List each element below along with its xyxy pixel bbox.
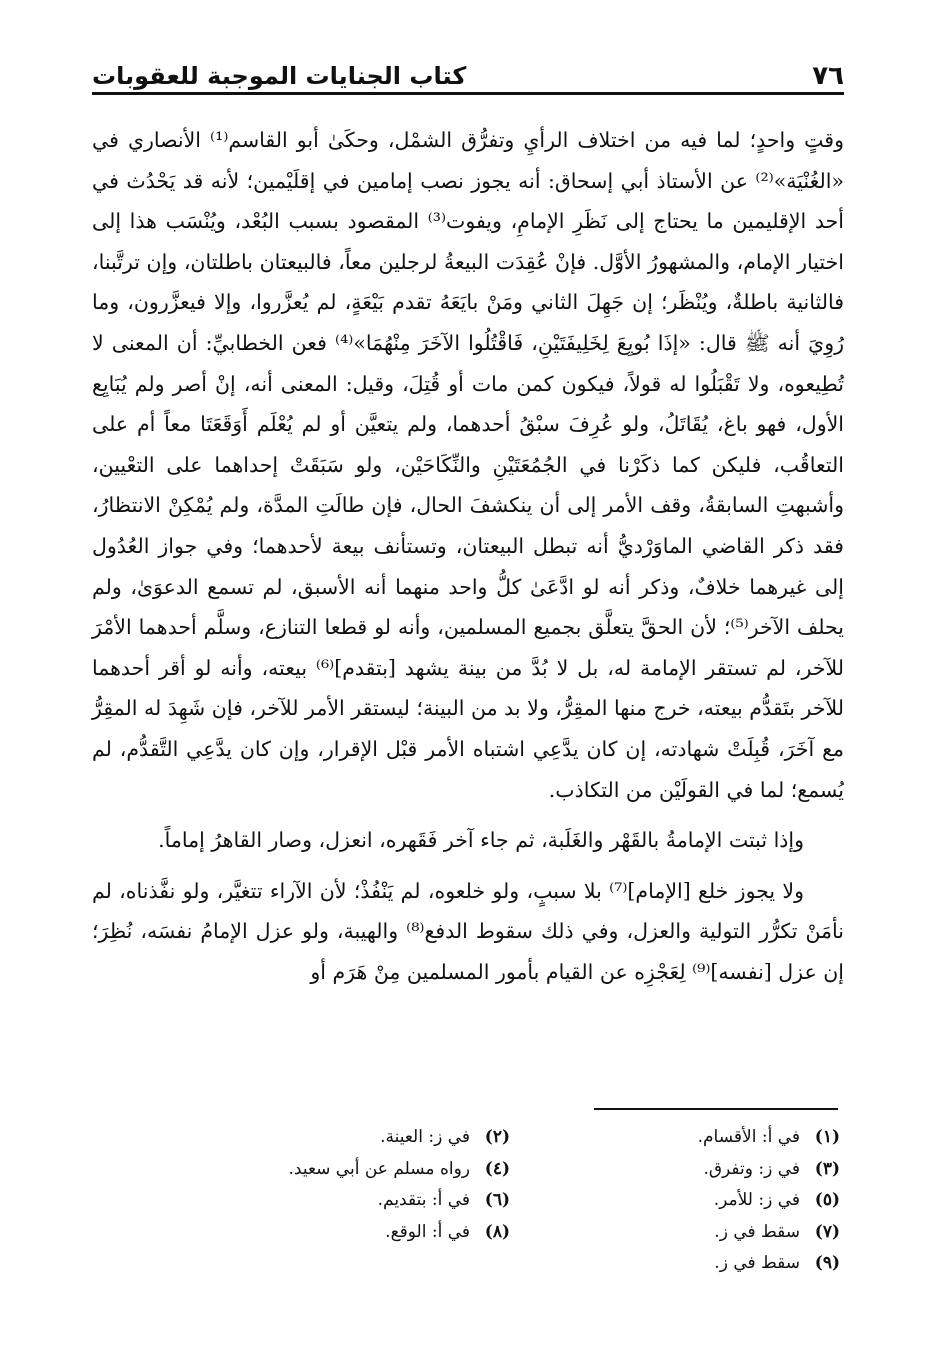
main-text — [92, 120, 844, 992]
footnote-number: (١) — [814, 1127, 840, 1147]
footnote-number: (٨) — [484, 1221, 510, 1242]
footnote-text: في ز: وتفرق. — [703, 1158, 800, 1179]
footnote-item — [580, 1217, 840, 1249]
footnote-item — [150, 1122, 510, 1154]
footnote-text: في أ: الوقع. — [385, 1221, 470, 1242]
footnote-item — [580, 1185, 840, 1217]
paragraph-3: ولا يجوز خلع [الإمام]⁽⁷⁾ بلا سببٍ، ولو خلعوه، لم يَنْفُذْ؛ لأن الآراء تتغيَّر، ولو نفَّذناه، لم نأمَنْ تكرُّر التولية والعزل، وفي ذلك سقوط الدفع⁽⁸⁾ والهيبة، ولو عزل الإمامُ نفسَه، نُظِرَ؛ إن عزل [نفسه]⁽⁹⁾ لِعَجْزِه عن القيام بأمور المسلمين مِنْ هَرَم أو — [92, 878, 844, 984]
footnote-number: (٣) — [814, 1158, 840, 1179]
footnote-text: رواه مسلم عن أبي سعيد. — [288, 1158, 470, 1179]
footnote-text: في ز: العينة. — [380, 1127, 470, 1147]
footnote-number: (٥) — [814, 1190, 840, 1210]
footnote-text: سقط في ز. — [714, 1221, 800, 1242]
footnote-number: (٤) — [484, 1158, 510, 1179]
footnote-item — [580, 1122, 840, 1154]
footnotes-right-column — [580, 1122, 840, 1280]
header-rule — [92, 92, 844, 95]
footnote-number: (٩) — [814, 1253, 840, 1273]
paragraph-1: وقتٍ واحدٍ؛ لما فيه من اختلاف الرأيِ وتفرُّق الشمْل، وحكَىٰ أبو القاسم⁽¹⁾ الأنصاري في «الغُنْيَة»⁽²⁾ عن الأستاذ أبي إسحاق: أنه يجوز نصب إمامين في إقلَيْمين؛ لأنه قد يَحْدُث في أحد الإقليمين ما يحتاج إلى نَظَرِ الإمامِ، ويفوت⁽³⁾ المقصود بسبب البُعْد، ويُنْسَب هذا إلى اختيار الإمام، والمشهورُ الأوَّل. فإنْ عُقِدَت البيعةُ لرجلين معاً، فالبيعتان باطلتان، وإن ترتَّبنا، فالثانية باطلةٌ، ويُنْظَر؛ إن جَهِلَ الثاني ومَنْ بايَعَهُ تقدم بَيْعَةٍ، لم يُعزَّروا، وإلا فيعزَّرون، وما رُوِيَ أنه ﷺ قال: «إذَا بُويِعَ لِخَلِيفَتَيْنِ، فَاقْتُلُوا الآخَرَ مِنْهُمَا»⁽⁴⁾ فعن الخطابيِّ: أن المعنى لا تُطِيعوه، ولا تَقْبَلُوا له قولاً، فيكون كمن مات أو قُتِلَ، وقيل: المعنى أنه، إنْ أصر ولم يُبَايِع الأول، فهو باغ، يُقَاتَلُ، ولو عُرِفَ سبْقُ أحدهما، ولم يتعيَّن أو لم يُعْلَم أَوَقَعَتَا معاً أم على التعاقُب، فليكن كما ذكَرْنا في الجُمُعَتَيْنِ والنِّكَاحَيْن، ولو سَبَقَتْ إحداهما على التعْيين، وأشبهتِ السابقةُ، وقف الأمر إلى أن ينكشفَ الحال، فإن طالَتِ المدَّة، ولم يُمْكِنْ الانتظارُ، فقد ذكر القاضي الماوَرْديُّ أنه تبطل البيعتان، وتستأنف بيعة لأحدهما؛ وفي جواز العُدُول إلى غيرهما خلافٌ، وذكر أنه لو ادَّعَىٰ كلُّ واحد منهما أنه الأسبق، لم تسمع الدعوَىٰ، ولم يحلف الآخر⁽⁵⁾؛ لأن الحقَّ يتعلَّق بجميع المسلمين، وأنه لو قطعا التنازع، وسلَّم أحدهما الأمْرَ للآخر، لم تستقر الإمامة له، بل لا بُدَّ من بينة يشهد [بتقدم]⁽⁶⁾ بيعته، وأنه لو أقر أحدهما للآخر بتَقدُّم بيعته، خرج منها المقِرُّ، ولا بد من البينة؛ ليستقر الأمر للآخر، فإن شَهِدَ له المقِرُّ مع آخَرَ، قُبِلَتْ شهادته، إن كان يدَّعِي اشتباه الأمر قبْل الإقرار، وإن كان يدَّعِي التَّقدُّم، لم يُسمع؛ لما في القولَيْن من التكاذب. — [92, 128, 844, 802]
running-title: كتاب الجنايات الموجبة للعقوبات — [92, 62, 467, 90]
footnote-text: في أ: الأقسام. — [697, 1127, 800, 1147]
page-number: ٧٦ — [812, 61, 844, 91]
footnote-text: سقط في ز. — [714, 1253, 800, 1273]
footnote-item — [580, 1154, 840, 1186]
footnote-rule — [594, 1108, 838, 1110]
footnote-item — [580, 1248, 840, 1280]
footnote-item — [150, 1217, 510, 1249]
page-header — [92, 52, 844, 92]
footnote-text: في ز: للأمر. — [713, 1190, 800, 1210]
footnote-number: (٢) — [484, 1127, 510, 1147]
footnotes-left-column — [150, 1122, 510, 1280]
footnotes — [150, 1122, 840, 1280]
footnote-number: (٧) — [814, 1221, 840, 1242]
footnote-item — [150, 1154, 510, 1186]
footnote-item — [150, 1185, 510, 1217]
paragraph-2: وإذا ثبتت الإمامةُ بالقَهْر والغَلَبة، ثم جاء آخر فَقَهره، انعزل، وصار القاهرُ إماماً. — [158, 828, 804, 853]
footnote-text: في أ: بتقديم. — [377, 1190, 470, 1210]
footnote-number: (٦) — [484, 1190, 510, 1210]
